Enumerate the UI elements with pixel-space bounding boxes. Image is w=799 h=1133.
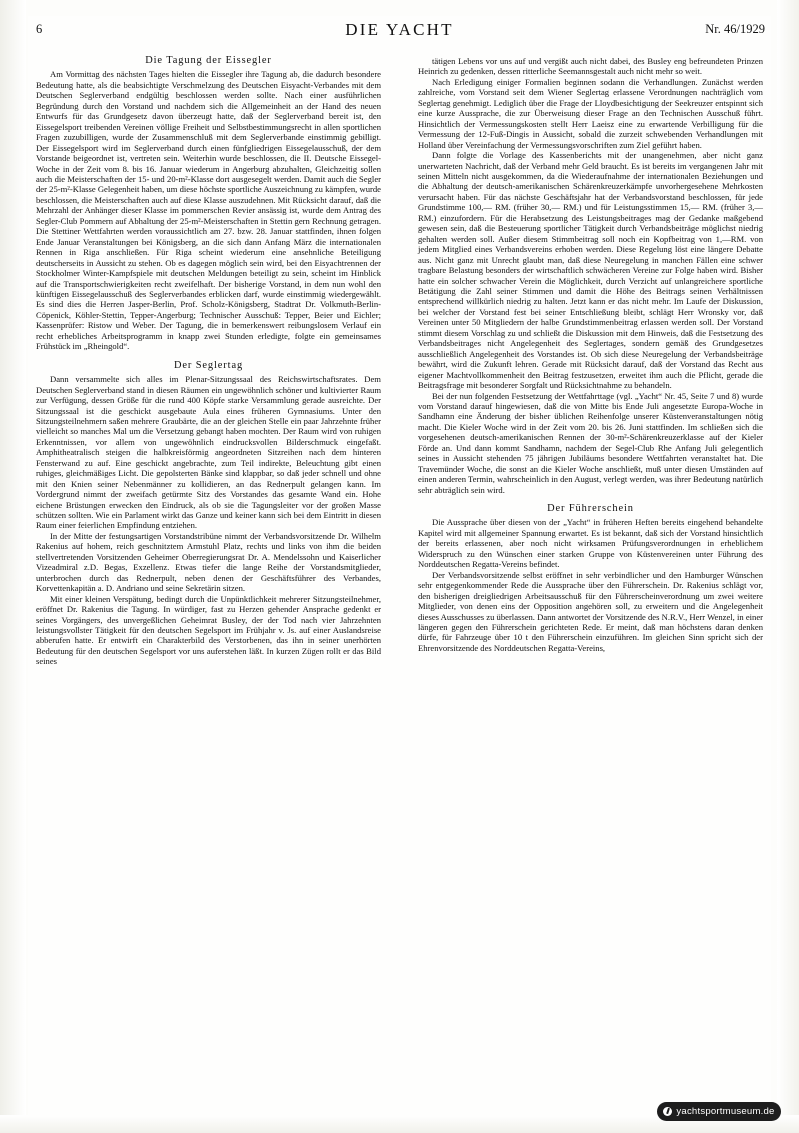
section-heading-eissegler: Die Tagung der Eissegler xyxy=(145,55,272,66)
paragraph: tätigen Lebens vor uns auf und vergißt auch nicht dabei, des Busley eng befreundeten Prinzen Heinrich zu gedenken, dessen ritterliche Seemannsgestalt auch nicht mehr so weit. xyxy=(418,56,763,77)
column-right xyxy=(418,56,763,653)
paragraph: In der Mitte der festungsartigen Vorstandstribüne nimmt der Verbandsvorsitzende Dr. Wilhelm Rakenius auf hohem, reich geschnitztem Armstuhl Platz, rechts und links von ihm die beiden stellvertretenden Vorsitzenden Geheimer Oberregierungsrat Dr. A. Mendelssohn und Kaiserlicher Vizeadmiral z.D. Begas, Exzellenz. Etwas tiefer die lange Reihe der Vorstandsmitglieder, unterbrochen durch das Rednerpult, neben denen der Geschäftsführer des Verbandes, Korvettenkapitän a. D. Andriano und seine Sekretärin sitzen. xyxy=(36,530,381,594)
issue-number: Nr. 46/1929 xyxy=(705,22,765,36)
paragraph: Am Vormittag des nächsten Tages hielten die Eissegler ihre Tagung ab, die dadurch besondere Bedeutung hatte, als die beabsichtigte Verschmelzung des Deutschen Eisyacht-Verbandes mit dem Deutschen Seglerverband endgültig beschlossen werden sollte. Nach einer ausführlichen Begründung durch den Vorstand und nachdem sich die Allgemeinheit an der Hand des neuen Entwurfs für das Grundgesetz davon überzeugt hatte, daß der Seglerverband bereit ist, den Eissegelsport treibenden Vereinen völlige Freiheit und Selbstbestimmungsrecht in allen sportlichen Fragen zuzubilligen, wurde der Zusammenschluß mit dem Seglerverbande einstimmig gebilligt. Der Eissegelsport wird im Seglerverband durch einen fünfgliedrigen Eissegelausschuß, der dem Vorstande beigeordnet ist, vertreten sein. Weiterhin wurde beschlossen, die II. Deutsche Eissegel-Woche in der Zeit vom 8. bis 16. Januar wiederum in Angerburg abzuhalten, Gleichzeitig sollen auch die Meisterschaften der 15- und 20-m²-Klasse dort ausgesegelt werden. Damit auch die Segler der 25-m²-Klasse Gelegenheit haben, um diese höchste sportliche Auszeichnung zu kämpfen, wurde beschlossen, die Meisterschaften auch auf diese Klasse auszudehnen. Mit Rücksicht darauf, daß die Mehrzahl der Anhänger dieser Klasse im pommerschen Revier ansässig ist, wurde dem Antrag des Segler-Club Pommern auf Abhaltung der 25-m²-Meisterschaften in Stettin gern Rechnung getragen. Die Stettiner Wettfahrten werden voraussichtlich am 27. bzw. 28. Januar stattfinden, ihnen folgen Ende Januar Veranstaltungen bei Königsberg, an die sich dann Anfang März die internationalen Rennen in Riga anschließen. Für Riga scheint wiederum eine ansehnliche Beteiligung deutscherseits in Aussicht zu stehen. Ob es dagegen möglich sein wird, bei den Eisyachtrennen der Stockholmer Winter-Kampfspiele mit deutschen Meldungen beteiligt zu sein, scheint im Hinblick auf die Transportschwierigkeiten recht zweifelhaft. Der bisherige Vorstand, in dem nun wohl den künftigen Eissegelausschuß des Seglerverbandes erblicken darf, wurde einstimmig wiedergewählt. Es sind dies die Herren Jasper-Berlin, Prof. Scholz-Königsberg, Stadtrat Dr. Volkmuth-Berlin-Cöpenick, Köhler-Stettin, Tepper-Angerburg; Technischer Ausschuß: Tepper, Beier und Eichler; Kassenprüfer: Ristow und Weber. Der Tagung, die in bemerkenswert reibungslosem Verlauf ein recht erhebliches Arbeitsprogramm in knapp zwei Stunden erledigte, folgte ein gemeinsames Frühstück im „Rheingold“. xyxy=(36,69,381,352)
paragraph: Nach Erledigung einiger Formalien beginnen sodann die Verhandlungen. Zunächst werden zahlreiche, vom Vorstand seit dem Wiener Seglertag erlassene Verordnungen nachträglich vom Seglertag genehmigt. Lediglich über die Frage der Lloydbesichtigung der Seekreuzer entspinnt sich eine kurze Aussprache, die zur Überweisung dieser Frage an den Technischen Ausschuß führt. Hinsichtlich der Vermessungskosten stellt Herr Laeisz eine zu erwartende Verbilligung für die Vermessung der 12-Fuß-Dingis in Aussicht, sobald die zurzeit schwebenden Verhandlungen mit Holland über Vereinfachung der Vermessungsvorschriften zum Ziel geführt haben. xyxy=(418,76,763,150)
watermark-label: yachtsportmuseum.de xyxy=(676,1106,775,1117)
paragraph: Dann versammelte sich alles im Plenar-Sitzungssaal des Reichswirtschaftsrates. Dem Deutschen Seglerverband stand in diesen Räumen ein ungewöhnlich schöner und kultivierter Raum zur Verfügung, dessen Größe für die rund 400 Köpfe starke Versammlung gerade ausreichte. Der Sitzungssaal ist die geschickt ausgebaute Aula eines früheren Gymnasiums. Unter den Sitzungsteilnehmern saßen mehrere Graubärte, die an der gleichen Stelle ein paar Jahrzehnte früher vielleicht so manches Mal um die Versetzung gebangt haben mochten. Der Raum wird von ruhigen Erkenntnissen, vor allem von ungewöhnlich eindrucksvollen Bilderschmuck eingefaßt. Amphitheatralisch steigen die halbkreisförmig angeordneten Sitzreihen nach dem hinteren Fensterwand zu auf. Eine geschickt angebrachte, zum Teil indirekte, Beleuchtung gibt einen ruhiges, gleichmäßiges Licht. Die gepolsterten Bänke sind klappbar, so daß jeder schnell und ohne mit den Knien seiner Nebenmänner zu kollidieren, an das Rednerpult gelangen kann. Im Vordergrund nimmt der zweifach getürmte Sitz des Vorstandes das gesamte Wand ein. Hohe eichene Brüstungen erwecken den Eindruck, als ob sie die Tagungsleiter vor der großen Masse schützen sollten. Wie ein Parlament wirkt das Ganze und keiner kann sich bei dem Eintritt in diesen Raum einer feierlichen Empfindung entziehen. xyxy=(36,374,381,531)
page-edge-left xyxy=(0,0,26,1133)
circle-sail-logo-icon xyxy=(663,1107,672,1116)
paragraph: Dann folgte die Vorlage des Kassenberichts mit der unangenehmen, aber nicht ganz unerwarteten Nachricht, daß der Verband mehr Geld braucht. Es ist bereits im vergangenen Jahr mit seinen Mitteln nicht ausgekommen, da die Wiederaufnahme der internationalen Beziehungen und die Abhaltung der deutsch-amerikanischen Schärenkreuzerkämpfe unvorhergesehene Mehrkosten verursacht haben. Für das nächste Geschäftsjahr hat der Verbandsvorstand beschlossen, für jede Grundstimme 100,— RM. (früher 30,— RM.) und für Leistungsstimmen 15,— RM. (früher 3,— RM.) einzufordern. Für die Herabsetzung des Leistungsbeitrages mag der Gedanke maßgebend gewesen sein, daß die Besteuerung sportlicher Tätigkeit durch Verbandsbeiträge möglichst niedrig gehalten werden soll. Außer diesem Stimmbeitrag soll noch ein Kopfbeitrag von 1,—RM. von jedem Mitglied eines Verbandsvereins erhoben werden. Diese Regelung löst eine längere Debatte aus. Nicht ganz mit Unrecht glaubt man, daß diese Neuregelung in manchen Fällen eine schwer tragbare Belastung besonders der wirtschaftlich schwächeren Vereine zur Folge haben wird. Bisher hatte ein solcher schwacher Verein die Möglichkeit, durch Verzicht auf unlangreichere sportliche Betätigung die Zahl seiner Stimmen und damit die Höhe des Beitrags seinen Verhältnissen entsprechend willkürlich niedrig zu halten. Jetzt kann er das nicht mehr. Im Laufe der Diskussion, bei welcher der Vorstand fest bei seiner Entschließung bleibt, schlägt Herr Wronsky vor, daß Vereinen unter 50 Mitgliedern der halbe Grundstimmenbeitrag erlassen werden soll. Der Vorstand stimmt diesem Vorschlag zu und schließt die Diskussion mit dem Hinweis, daß die Festsetzung des Verbandsbeitrages nicht Angelegenheit des Seglertages, sondern gemäß des Grundgesetzes ausschließlich Angelegenheit des Vorstandes ist. Ob sich diese Neuregelung der Verbandsbeiträge bewährt, wird die Zukunft lehren. Gerade mit Rücksicht darauf, daß der Vorstand das Recht aus eigener Machtvollkommenheit den Beitrag festzusetzen, erweitet ihm auch die Pflicht, gerade die Beitragsfrage mit besonderer Sorgfalt und Rücksichtnahme zu behandeln. xyxy=(418,150,763,391)
column-left xyxy=(36,56,381,667)
paragraph: Mit einer kleinen Verspätung, bedingt durch die Unpünktlichkeit mehrerer Sitzungsteilnehmer, eröffnet Dr. Rakenius die Tagung. In würdiger, fast zu Herzen gehender Ansprache gedenkt er seines Vorgängers, des unvergeßlichen Geheimrat Busley, der der Tod nach vier Jahrzehnten leistungsvollster Tätigkeit für den deutschen Segelsport im Frühjahr v. Js. auf einer Auslandsreise abberufen hatte. Er entwirft ein Charakterbild des Verstorbenen, das ihn in seiner unerhörten Bedeutung für den deutschen Segelsport vor uns auferstehen läßt. In kurzen Zügen rollt er das Bild seines xyxy=(36,593,381,667)
page-number: 6 xyxy=(36,22,43,36)
masthead-title: DIE YACHT xyxy=(345,20,454,39)
watermark-badge xyxy=(657,1102,781,1121)
page-content xyxy=(28,16,771,1116)
page-header xyxy=(28,22,771,44)
page-edge-right xyxy=(777,0,799,1133)
section-heading-fuehrerschein: Der Führerschein xyxy=(547,503,634,515)
paragraph: Die Aussprache über diesen von der „Yacht“ in früheren Heften bereits eingehend behandelte Kapitel wird mit allgemeiner Spannung erwartet. Es ist bekannt, daß sich der Vorstand hinsichtlich der bereits erlassenen, aber noch nicht wirksamen Prüfungsverordnungen in erheblichem Widerspruch zu den Wünschen einer starken Gruppe von Küstenvereinen unter Führung des Norddeutschen Regatta-Vereins befindet. xyxy=(418,517,763,570)
paragraph: Der Verbandsvorsitzende selbst eröffnet in sehr verbindlicher und den Hamburger Wünschen sehr entgegenkommender Rede die Aussprache über den Führerschein. Dr. Rakenius schlägt vor, den bisherigen dreigliedrigen Arbeitsausschuß für den Führerscheinverordnung um zwei weitere Mitglieder, von denen eins der Opposition angehören soll, zu erweitern und die Angelegenheit dieses Ausschusses zu überlassen. Dann antwortet der Vorsitzende des N.R.V., Herr Wenzel, in einer längeren gegen den Führerschein gerichteten Rede. Er meint, daß man höchstens daran denken dürfe, für Fahrzeuge über 10 t den Führerschein einzuführen. Im gleichen Sinn spricht sich der Ehrenvorsitzende des Norddeutschen Regatta-Vereins, xyxy=(418,569,763,653)
paragraph: Bei der nun folgenden Festsetzung der Wettfahrttage (vgl. „Yacht“ Nr. 45, Seite 7 und 8) wurde vom Vorstand darauf hingewiesen, daß die von Mitte bis Ende Juli angesetzte Europa-Woche in Sandhamn eine Änderung der bisher üblichen Reihenfolge unserer Küstenveranstaltungen nötig macht. Die Kieler Woche wird in der Zeit vom 20. bis 26. Juni stattfinden. Im schließen sich die vorgesehenen deutsch-amerikanischen Rennen der 30-m²-Schärenkreuzerklasse auf der Kieler Förde an. Und dann kommt Sandhamn, nachdem der Segel-Club Rhe Anfang Juli gelegentlich seines in Aussicht stehenden 75 jährigen Jubiläums besondere Wettfahrten veranstaltet hat. Die Travemünder Woche, die sonst an die Kieler Woche anschließt, muß unter diesen Umständen auf einen anderen Termin, wahrscheinlich in den August, verlegt werden, was ihrer Bedeutung natürlich sehr abträglich sein wird. xyxy=(418,390,763,495)
section-heading-seglertag: Der Seglertag xyxy=(173,359,244,371)
